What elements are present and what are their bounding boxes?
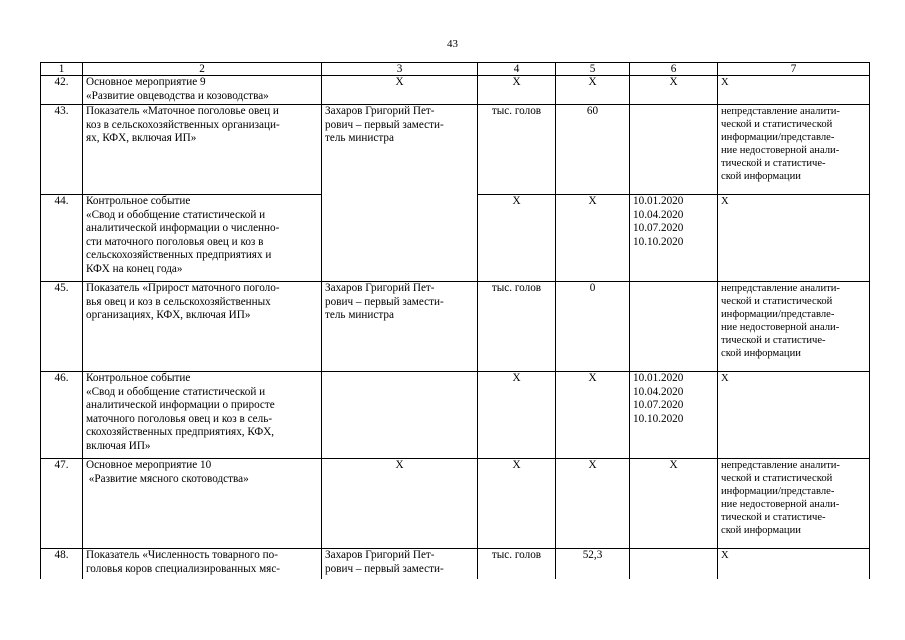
measure-name [83,459,322,549]
text-line: сельскохозяйственных предприятиях и [86,249,272,261]
text-line: Показатель «Прирост маточного поголо- [86,282,280,294]
text-line: «Свод и обобщение статистической и [86,208,266,221]
text-line: Основное мероприятие 9 [86,76,206,88]
column-header: 4 [478,63,556,76]
column-header: 5 [556,63,630,76]
text-line: X [721,196,729,207]
dates-cell [630,195,718,282]
risk-cell [718,459,870,549]
text-line: рович – первый замести- [325,118,444,131]
text-line: X [721,550,729,561]
text-line: Контрольное событие [86,195,191,207]
value-cell: X [556,195,630,282]
row-number: 47. [41,459,83,549]
row-number: 44. [41,195,83,282]
unit-cell: X [478,372,556,459]
unit-cell: тыс. голов [478,549,556,579]
risk-cell [718,105,870,195]
value-cell: 0 [556,282,630,372]
date: 10.10.2020 [633,412,684,425]
text-line: ческой и статистической [721,473,833,484]
text-line: скохозяйственных предприятиях, КФХ, [86,426,275,438]
text-line: информации/представле- [721,309,835,320]
text-line: Показатель «Численность товарного по- [86,549,278,561]
unit-cell: тыс. голов [478,282,556,372]
text-line: аналитической информации о приросте [86,399,275,411]
text-line: вья овец и коз в сельскохозяйственных [86,295,271,308]
risk-cell [718,372,870,459]
date: 10.04.2020 [633,208,684,221]
text-line: ческой и статистической [721,296,833,307]
row-number: 48. [41,549,83,579]
unit-cell: X [478,459,556,549]
dates-cell [630,372,718,459]
text-line: «Свод и обобщение статистической и [86,385,266,398]
text-line: ние недостоверной анали- [721,322,840,333]
text-line: информации/представле- [721,486,835,497]
value-cell: X [556,459,630,549]
measure-name [83,195,322,282]
text-line: Основное мероприятие 10 [86,459,212,471]
text-line: КФХ на конец года» [86,262,183,275]
value-cell: X [556,372,630,459]
text-line: рович – первый замести- [325,562,444,575]
dates-cell [630,549,718,579]
text-line: рович – первый замести- [325,295,444,308]
table-row [41,459,870,549]
risk-cell [718,549,870,579]
dates-cell: X [630,459,718,549]
text-line: ской информации [721,171,801,182]
dates-cell: X [630,76,718,105]
date: 10.04.2020 [633,385,684,398]
text-line: ние недостоверной анали- [721,499,840,510]
table-row [41,372,870,459]
unit-cell: X [478,76,556,105]
text-line: информации/представле- [721,132,835,143]
text-line: тической и статистиче- [721,335,826,346]
text-line: аналитической информации о численно- [86,222,280,234]
measure-name [83,372,322,459]
text-line: ской информации [721,348,801,359]
column-header: 1 [41,63,83,76]
value-cell: 52,3 [556,549,630,579]
text-line: ской информации [721,525,801,536]
text-line: коз в сельскохозяйственных организаци- [86,118,280,131]
text-line: тической и статистиче- [721,158,826,169]
unit-cell: тыс. голов [478,105,556,195]
column-header: 6 [630,63,718,76]
date: 10.07.2020 [633,222,684,234]
row-number: 42. [41,76,83,105]
column-number-row [41,63,870,76]
page-number: 43 [447,38,458,50]
table-row [41,105,870,195]
row-number: 45. [41,282,83,372]
text-line: маточного поголовья овец и коз в сель- [86,412,273,425]
table-row [41,549,870,579]
measure-name [83,282,322,372]
table-row [41,76,870,105]
text-line: Захаров Григорий Пет- [325,549,435,561]
value-cell: 60 [556,105,630,195]
text-line: ях, КФХ, включая ИП» [86,132,197,144]
measure-name [83,549,322,579]
dates-cell [630,105,718,195]
measures-table [40,62,870,579]
text-line: головья коров специализированных мяс- [86,562,281,575]
text-line: Захаров Григорий Пет- [325,282,435,294]
text-line: включая ИП» [86,439,151,452]
text-line: X [721,373,729,384]
text-line: Захаров Григорий Пет- [325,105,435,117]
risk-cell [718,76,870,105]
text-line: ние недостоверной анали- [721,145,840,156]
measure-name [83,76,322,105]
text-line: Показатель «Маточное поголовье овец и [86,105,279,117]
date: 10.01.2020 [633,372,684,384]
responsible-cell: X [322,76,478,105]
date: 10.07.2020 [633,399,684,411]
column-header: 7 [718,63,870,76]
responsible-cell [322,105,478,282]
text-line: Контрольное событие [86,372,191,384]
text-line: непредставление аналити- [721,460,840,471]
text-line: тель министра [325,132,394,144]
table-row [41,282,870,372]
text-line: организациях, КФХ, включая ИП» [86,309,251,321]
unit-cell: X [478,195,556,282]
column-header: 2 [83,63,322,76]
date: 10.10.2020 [633,235,684,248]
responsible-cell [322,282,478,372]
row-number: 46. [41,372,83,459]
risk-cell [718,195,870,282]
column-header: 3 [322,63,478,76]
text-line: «Развитие овцеводства и козоводства» [86,89,269,102]
text-line: тической и статистиче- [721,512,826,523]
dates-cell [630,282,718,372]
date: 10.01.2020 [633,195,684,207]
text-line: непредставление аналити- [721,106,840,117]
measure-name [83,105,322,195]
value-cell: X [556,76,630,105]
text-line: «Развитие мясного скотоводства» [86,472,249,485]
row-number: 43. [41,105,83,195]
text-line: ческой и статистической [721,119,833,130]
responsible-cell: X [322,459,478,549]
text-line: сти маточного поголовья овец и коз в [86,235,264,248]
responsible-cell [322,372,478,459]
risk-cell [718,282,870,372]
text-line: непредставление аналити- [721,283,840,294]
text-line: тель министра [325,309,394,321]
text-line: X [721,77,729,88]
responsible-cell [322,549,478,579]
